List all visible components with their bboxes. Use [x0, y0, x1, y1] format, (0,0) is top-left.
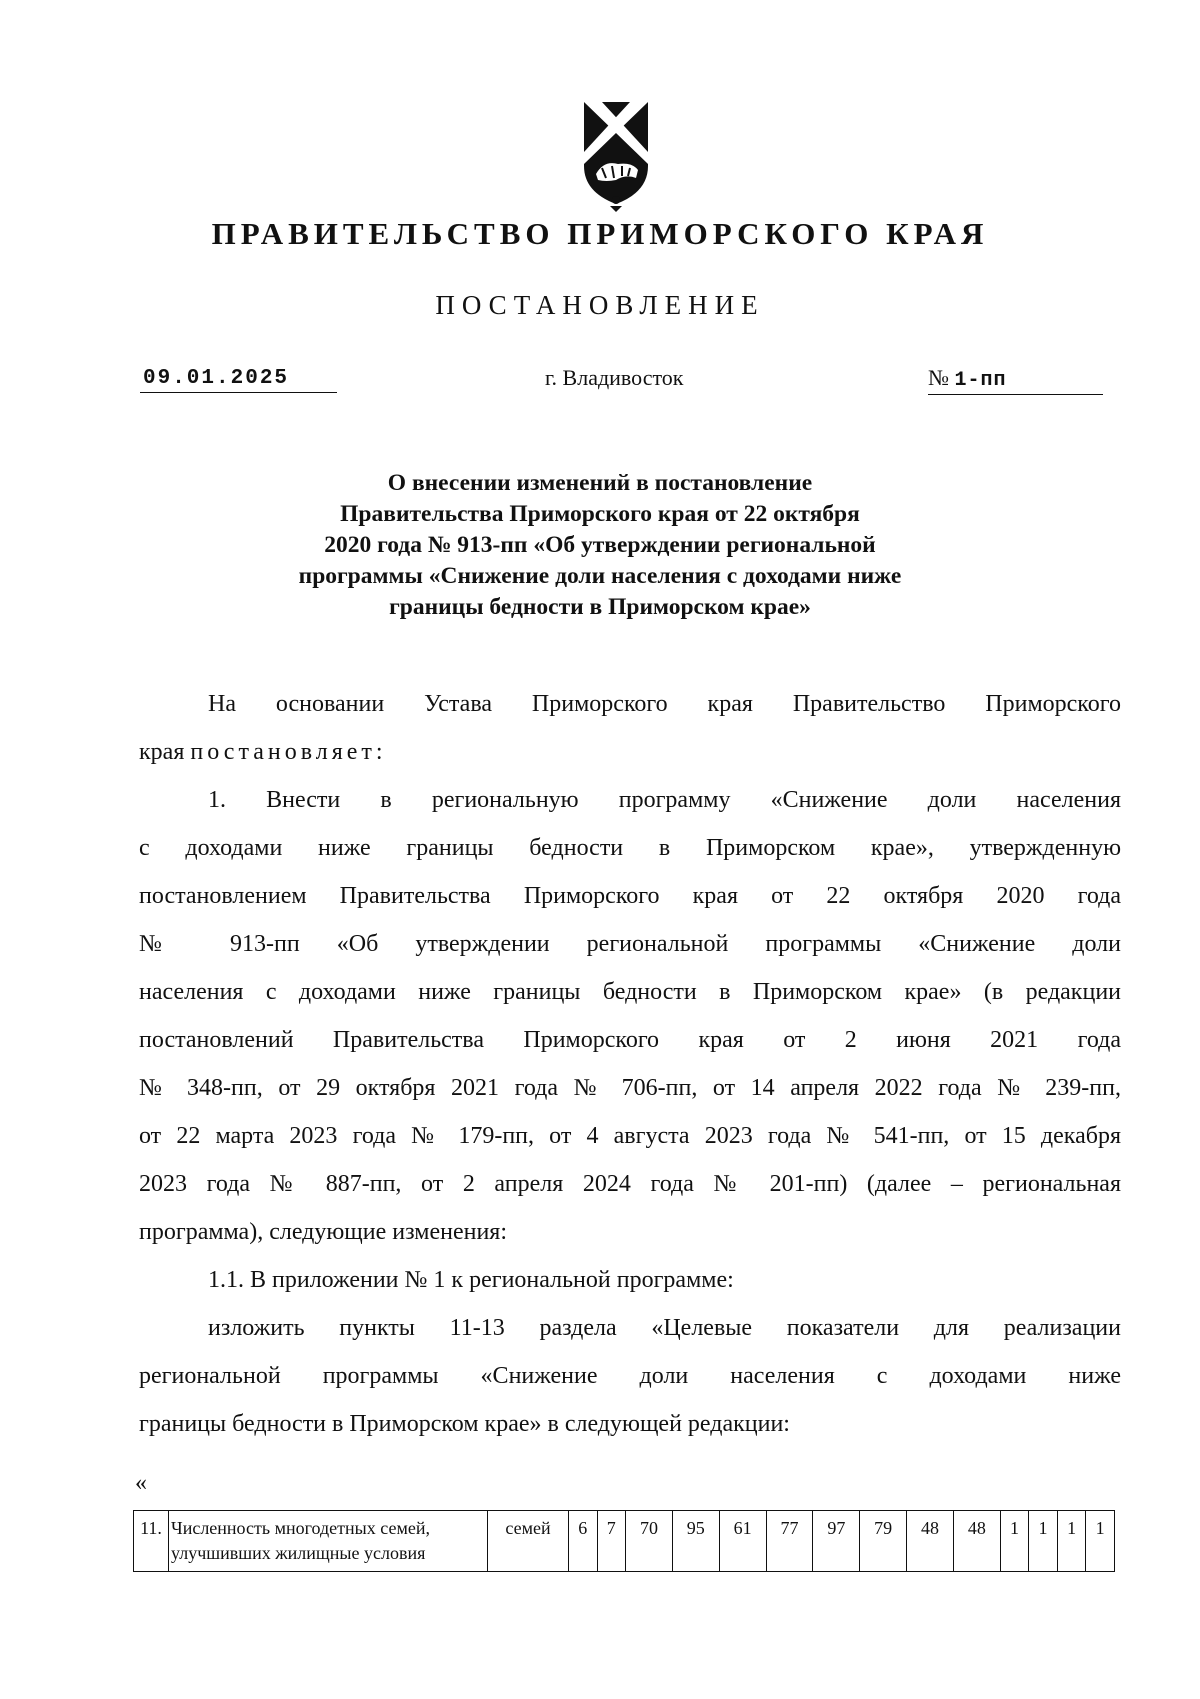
- unit-cell: семей: [488, 1511, 569, 1572]
- indicator-name: Численность многодетных семей, улучшивших жилищные условия: [169, 1511, 488, 1572]
- value-cell: 95: [672, 1511, 719, 1572]
- paragraph-line: от 22 марта 2023 года № 179-пп, от 4 августа 2023 года № 541-пп, от 15 декабря: [139, 1123, 1121, 1149]
- title-line: Правительства Приморского края от 22 октября: [340, 501, 860, 527]
- value-cell: 1: [1000, 1511, 1029, 1572]
- value-cell: 1: [1029, 1511, 1058, 1572]
- value-cell: 97: [813, 1511, 860, 1572]
- value-cell: 77: [766, 1511, 813, 1572]
- paragraph-line: постановлений Правительства Приморского края от 2 июня 2021 года: [139, 1027, 1121, 1053]
- paragraph-line: 1. Внести в региональную программу «Снижение доли населения: [208, 787, 1121, 813]
- document-number: [928, 365, 1103, 395]
- body-text: [139, 680, 1121, 1448]
- document-city: г. Владивосток: [545, 365, 684, 390]
- coat-of-arms-icon: [576, 96, 656, 212]
- opening-quote: «: [135, 1470, 147, 1496]
- document-type: ПОСТАНОВЛЕНИЕ: [435, 290, 765, 320]
- paragraph-line: 2023 года № 887-пп, от 2 апреля 2024 года № 201-пп) (далее – региональная: [139, 1171, 1121, 1197]
- title-line: программы «Снижение доли населения с доходами ниже: [298, 563, 902, 589]
- value-cell: 7: [597, 1511, 626, 1572]
- paragraph-line: постановлением Правительства Приморского края от 22 октября 2020 года: [139, 883, 1121, 909]
- paragraph-line: региональной программы «Снижение доли населения с доходами ниже: [139, 1363, 1121, 1389]
- title-line: О внесении изменений в постановление: [387, 470, 813, 496]
- title-line: границы бедности в Приморском крае»: [389, 594, 811, 620]
- paragraph-line: № 348-пп, от 29 октября 2021 года № 706-пп, от 14 апреля 2022 года № 239-пп,: [139, 1075, 1121, 1101]
- value-cell: 48: [953, 1511, 1000, 1572]
- value-cell: 70: [626, 1511, 673, 1572]
- row-number: 11.: [134, 1511, 169, 1572]
- value-cell: 61: [719, 1511, 766, 1572]
- paragraph-line: программа), следующие изменения:: [139, 1219, 507, 1245]
- text-fragment: края: [139, 739, 191, 765]
- value-cell: 1: [1086, 1511, 1115, 1572]
- paragraph-line: с доходами ниже границы бедности в Приморском крае», утвержденную: [139, 835, 1121, 861]
- paragraph-line: № 913-пп «Об утверждении региональной программы «Снижение доли: [139, 931, 1121, 957]
- paragraph-line: изложить пункты 11-13 раздела «Целевые показатели для реализации: [208, 1315, 1121, 1341]
- government-name: ПРАВИТЕЛЬСТВО ПРИМОРСКОГО КРАЯ: [211, 216, 989, 251]
- value-cell: 6: [569, 1511, 598, 1572]
- value-cell: 1: [1057, 1511, 1086, 1572]
- number-prefix: №: [928, 365, 949, 390]
- resolves-word: постановляет:: [190, 739, 387, 765]
- paragraph-line: [139, 728, 1121, 776]
- number-value: 1-пп: [954, 369, 1007, 392]
- document-date: 09.01.2025: [140, 366, 337, 393]
- table-row: [134, 1511, 1115, 1572]
- paragraph-line: границы бедности в Приморском крае» в следующей редакции:: [139, 1411, 790, 1437]
- paragraph-line: На основании Устава Приморского края Правительство Приморского: [208, 691, 1121, 717]
- document-title: [200, 468, 1000, 623]
- paragraph-line: населения с доходами ниже границы бедности в Приморском крае» (в редакции: [139, 979, 1121, 1005]
- paragraph-line: 1.1. В приложении № 1 к региональной программе:: [208, 1267, 734, 1293]
- value-cell: 48: [907, 1511, 954, 1572]
- targets-table: [133, 1510, 1115, 1572]
- title-line: 2020 года № 913-пп «Об утверждении региональной: [324, 532, 876, 558]
- value-cell: 79: [860, 1511, 907, 1572]
